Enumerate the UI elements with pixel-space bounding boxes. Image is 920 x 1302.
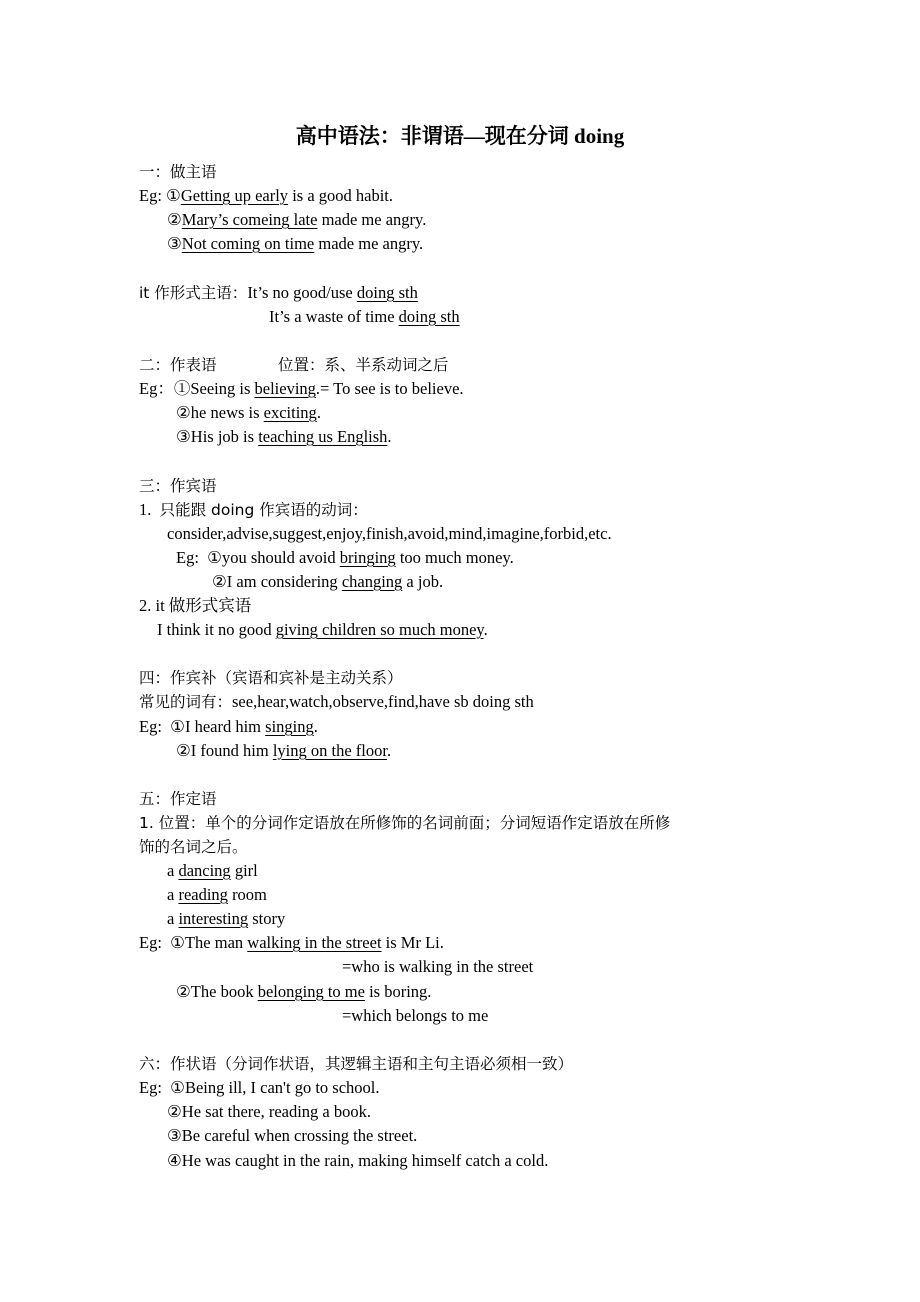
- example-rest: .: [386, 741, 392, 760]
- example-pre: ①The man: [170, 933, 248, 952]
- example-pre: ①Seeing is: [173, 379, 255, 398]
- section-3-heading: 三：作宾语: [139, 477, 217, 495]
- s6-example-2: ②He sat there, reading a book.: [167, 1102, 372, 1121]
- underlined-phrase: exciting: [263, 403, 317, 422]
- s5-attr-example-2: [167, 883, 267, 907]
- it-label: it 作形式主语：: [139, 284, 248, 302]
- s4-common-words: [139, 690, 534, 714]
- it-formal-subject-1: [139, 281, 418, 305]
- page-title: 高中语法：非谓语—现在分词 doing: [295, 124, 625, 148]
- example-rest: made me angry.: [314, 234, 424, 253]
- s1-example-3: [167, 232, 423, 256]
- underlined-phrase: Not coming on time: [181, 234, 315, 253]
- s2-example-2: [176, 401, 321, 425]
- underlined-phrase: Mary’s comeing late: [181, 210, 318, 229]
- s6-example-3: ③Be careful when crossing the street.: [167, 1126, 418, 1145]
- s5-example-1: [139, 931, 444, 955]
- s5-example-2: [176, 980, 431, 1004]
- section-2-heading: 二：作表语: [139, 356, 217, 374]
- s6-example-4: ④He was caught in the rain, making himself catch a cold.: [167, 1151, 549, 1170]
- example-number: ①: [166, 186, 181, 205]
- underlined-phrase: lying on the floor: [272, 741, 387, 760]
- example-rest: is a good habit.: [288, 186, 394, 205]
- s5-example-1-equivalent: =who is walking in the street: [342, 957, 534, 976]
- underlined-phrase: singing: [265, 717, 314, 736]
- underlined-phrase: doing sth: [398, 307, 460, 326]
- underlined-phrase: giving children so much money: [275, 620, 484, 639]
- underlined-phrase: interesting: [178, 909, 249, 928]
- underlined-phrase: teaching us English: [258, 427, 388, 446]
- section-1-heading: 一：做主语: [139, 163, 217, 181]
- section-2-position-note: 位置：系、半系动词之后: [278, 356, 449, 374]
- underlined-phrase: doing sth: [356, 283, 418, 302]
- s3-verb-list: consider,advise,suggest,enjoy,finish,avoid,mind,imagine,forbid,etc.: [167, 524, 612, 543]
- s5-attr-example-1: [167, 859, 258, 883]
- underlined-phrase: changing: [341, 572, 403, 591]
- s5-example-2-equivalent: =which belongs to me: [342, 1006, 489, 1025]
- s2-example-1: [139, 377, 464, 401]
- example-pre: ①I heard him: [170, 717, 266, 736]
- example-rest: story: [248, 909, 286, 928]
- example-pre: ①you should avoid: [207, 548, 340, 567]
- example-pre: a: [167, 909, 179, 928]
- s2-example-3: [176, 425, 392, 449]
- s3-point-1: [139, 498, 368, 522]
- section-5-heading: 五：作定语: [139, 790, 217, 808]
- s4-example-1: [139, 715, 318, 739]
- eg-label: Eg:: [139, 717, 162, 736]
- example-rest: .: [387, 427, 392, 446]
- example-rest: is Mr Li.: [381, 933, 444, 952]
- example-rest: room: [227, 885, 267, 904]
- example-rest: made me angry.: [317, 210, 427, 229]
- example-rest: is boring.: [364, 982, 432, 1001]
- s4-example-2: [176, 739, 391, 763]
- it-text: It’s no good/use: [247, 283, 357, 302]
- example-number: ②: [167, 210, 182, 229]
- example-rest: girl: [230, 861, 258, 880]
- section-4-heading: 四：作宾补（宾语和宾补是主动关系）: [139, 669, 403, 687]
- example-pre: ③His job is: [176, 427, 259, 446]
- s5-attr-example-3: [167, 907, 285, 931]
- s1-example-2: [167, 208, 426, 232]
- underlined-phrase: Getting up early: [180, 186, 289, 205]
- s3-example-1: [176, 546, 514, 570]
- s3-point-2: 2. it 做形式宾语: [139, 596, 252, 615]
- example-rest: a job.: [402, 572, 444, 591]
- s5-point-1-line-1: 1. 位置：单个的分词作定语放在所修饰的名词前面；分词短语作定语放在所修: [139, 814, 671, 832]
- example-pre: ②I found him: [176, 741, 273, 760]
- point-text: 只能跟 doing 作宾语的动词：: [159, 501, 368, 519]
- it-formal-subject-2: [269, 305, 460, 329]
- underlined-phrase: bringing: [339, 548, 396, 567]
- eg-label: Eg:: [139, 1078, 162, 1097]
- s5-point-1-line-2: 饰的名词之后。: [139, 838, 248, 856]
- example-pre: ②I am considering: [212, 572, 342, 591]
- s6-example-1: [139, 1076, 380, 1100]
- common-text: see,hear,watch,observe,find,have sb doing sth: [232, 692, 534, 711]
- example-pre: a: [167, 861, 179, 880]
- example-rest: .: [483, 620, 488, 639]
- common-label: 常见的词有：: [139, 693, 233, 711]
- underlined-phrase: belonging to me: [257, 982, 365, 1001]
- example-pre: ②The book: [176, 982, 258, 1001]
- section-6-heading: 六：作状语（分词作状语，其逻辑主语和主句主语必须相一致）: [139, 1055, 574, 1073]
- s3-example-2: [212, 570, 443, 594]
- eg-label: Eg：: [139, 379, 174, 398]
- it-text: It’s a waste of time: [269, 307, 399, 326]
- point-number: 1.: [139, 500, 152, 519]
- eg-label: Eg:: [139, 933, 162, 952]
- example-pre: ②he news is: [176, 403, 264, 422]
- underlined-phrase: believing: [254, 379, 316, 398]
- example-rest: .: [316, 403, 321, 422]
- eg-label: Eg:: [176, 548, 199, 567]
- underlined-phrase: reading: [178, 885, 228, 904]
- example-pre: a: [167, 885, 179, 904]
- example-rest: too much money.: [395, 548, 514, 567]
- example-text: ①Being ill, I can't go to school.: [170, 1078, 380, 1097]
- example-rest: .= To see is to believe.: [315, 379, 464, 398]
- underlined-phrase: dancing: [178, 861, 231, 880]
- s3-point-2-example: [157, 618, 488, 642]
- underlined-phrase: walking in the street: [247, 933, 382, 952]
- example-number: ③: [167, 234, 182, 253]
- eg-label: Eg:: [139, 186, 162, 205]
- s1-example-1: [139, 184, 393, 208]
- example-pre: I think it no good: [157, 620, 276, 639]
- example-rest: .: [313, 717, 318, 736]
